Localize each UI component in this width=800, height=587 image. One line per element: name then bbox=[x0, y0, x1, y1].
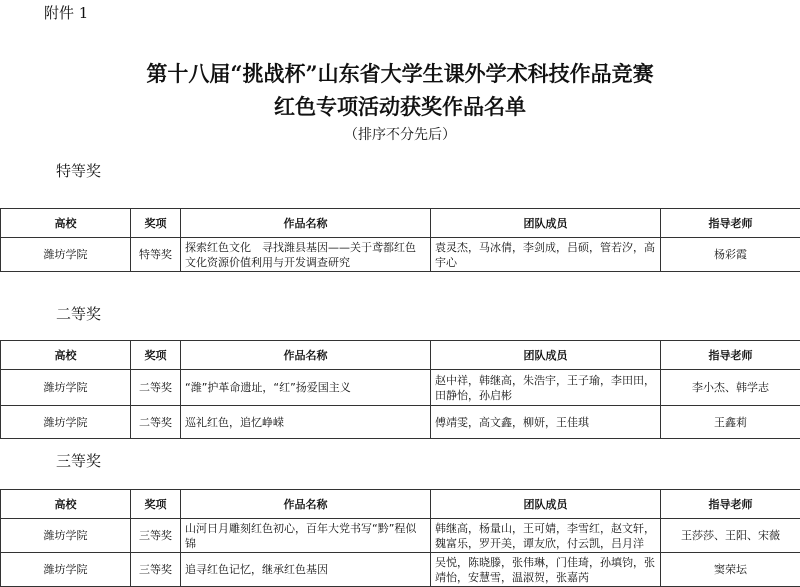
header-teacher: 指导老师 bbox=[661, 341, 800, 370]
cell-members: 傅靖雯，高文鑫，柳妍，王佳琪 bbox=[431, 406, 661, 439]
cell-members: 韩继高，杨量山，王可婧，李雪红，赵文轩，魏富乐，罗开美，谭友欣，付云凯，吕月洋 bbox=[431, 519, 661, 553]
header-members: 团队成员 bbox=[431, 341, 661, 370]
cell-work: “潍”护革命遗址，“红”扬爱国主义 bbox=[181, 370, 431, 406]
cell-school: 潍坊学院 bbox=[1, 519, 131, 553]
cell-school: 潍坊学院 bbox=[1, 406, 131, 439]
cell-work: 巡礼红色，追忆峥嵘 bbox=[181, 406, 431, 439]
cell-award: 二等奖 bbox=[131, 370, 181, 406]
header-teacher: 指导老师 bbox=[661, 490, 800, 519]
cell-work: 追寻红色记忆，继承红色基因 bbox=[181, 553, 431, 587]
section-heading-second: 二等奖 bbox=[56, 303, 101, 324]
table-row bbox=[1, 406, 800, 439]
ordering-note: （排序不分先后） bbox=[0, 124, 800, 144]
cell-teacher: 王鑫莉 bbox=[661, 406, 800, 439]
table-row bbox=[1, 553, 800, 587]
attachment-label: 附件 1 bbox=[44, 2, 88, 23]
award-table-third bbox=[0, 489, 800, 587]
table-header-row bbox=[1, 341, 800, 370]
header-work: 作品名称 bbox=[181, 341, 431, 370]
award-table-second bbox=[0, 340, 800, 439]
cell-work: 山河日月雕刻红色初心，百年大党书写“黔”程似锦 bbox=[181, 519, 431, 553]
cell-award: 二等奖 bbox=[131, 406, 181, 439]
header-school: 高校 bbox=[1, 490, 131, 519]
document-title-line1: 第十八届“挑战杯”山东省大学生课外学术科技作品竞赛 bbox=[0, 58, 800, 88]
cell-school: 潍坊学院 bbox=[1, 238, 131, 272]
header-award: 奖项 bbox=[131, 341, 181, 370]
cell-teacher: 杨彩霞 bbox=[661, 238, 800, 272]
document-title-line2: 红色专项活动获奖作品名单 bbox=[0, 91, 800, 121]
cell-members: 袁灵杰，马冰倩，李剑成，吕硕，管若汐，高宇心 bbox=[431, 238, 661, 272]
header-work: 作品名称 bbox=[181, 490, 431, 519]
cell-award: 三等奖 bbox=[131, 553, 181, 587]
header-award: 奖项 bbox=[131, 490, 181, 519]
award-table-special bbox=[0, 208, 800, 272]
cell-teacher: 窦荣坛 bbox=[661, 553, 800, 587]
header-members: 团队成员 bbox=[431, 209, 661, 238]
cell-members: 赵中祥，韩继高，朱浩宇，王子瑜，李田田，田静怡，孙启彬 bbox=[431, 370, 661, 406]
table-header-row bbox=[1, 209, 800, 238]
header-members: 团队成员 bbox=[431, 490, 661, 519]
section-heading-third: 三等奖 bbox=[56, 450, 101, 471]
section-heading-special: 特等奖 bbox=[56, 160, 101, 181]
cell-award: 特等奖 bbox=[131, 238, 181, 272]
header-teacher: 指导老师 bbox=[661, 209, 800, 238]
table-row bbox=[1, 519, 800, 553]
header-work: 作品名称 bbox=[181, 209, 431, 238]
cell-school: 潍坊学院 bbox=[1, 370, 131, 406]
cell-award: 三等奖 bbox=[131, 519, 181, 553]
header-school: 高校 bbox=[1, 209, 131, 238]
cell-teacher: 王莎莎、王阳、宋薇 bbox=[661, 519, 800, 553]
cell-members: 吴悦，陈晓滕，张伟琳，门佳琦，孙填钧，张靖怡，安慧雪，温淑贺，张嘉芮 bbox=[431, 553, 661, 587]
table-header-row bbox=[1, 490, 800, 519]
cell-school: 潍坊学院 bbox=[1, 553, 131, 587]
table-row bbox=[1, 238, 800, 272]
table-row bbox=[1, 370, 800, 406]
cell-teacher: 李小杰、韩学志 bbox=[661, 370, 800, 406]
cell-work: 探索红色文化 寻找潍县基因——关于鸢都红色文化资源价值利用与开发调查研究 bbox=[181, 238, 431, 272]
header-award: 奖项 bbox=[131, 209, 181, 238]
header-school: 高校 bbox=[1, 341, 131, 370]
